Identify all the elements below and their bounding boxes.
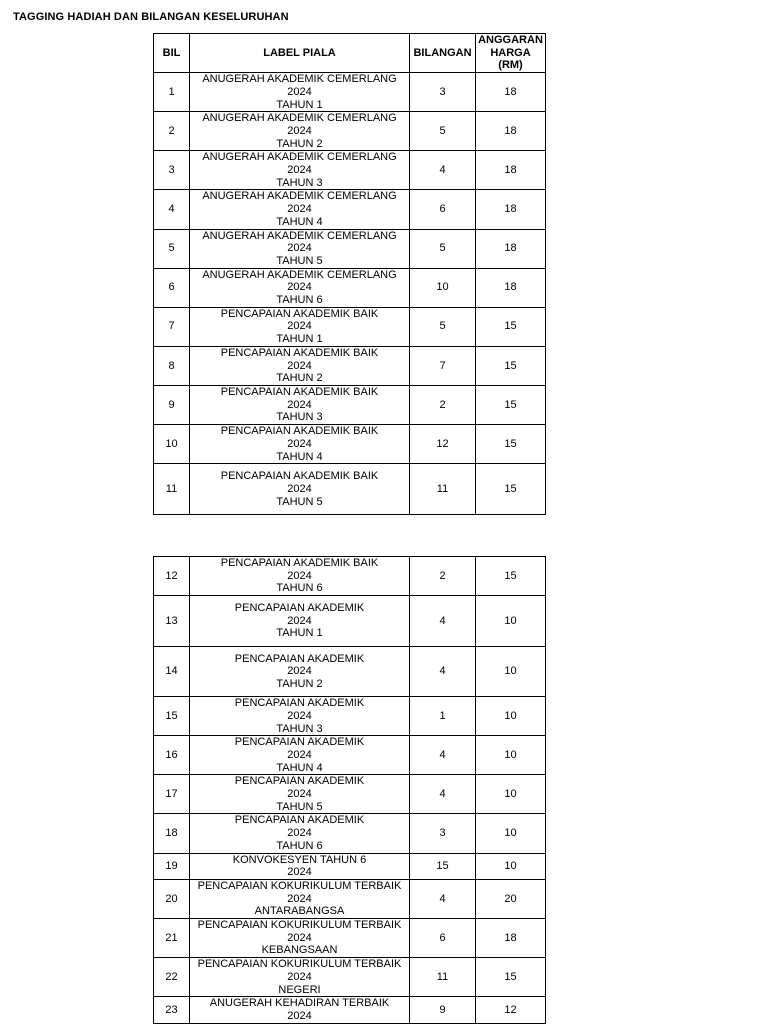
label-line: TAHUN 3 (276, 411, 323, 424)
table-row (154, 307, 546, 346)
header-price-line: HARGA (490, 46, 531, 59)
cell-bilangan: 3 (410, 73, 476, 112)
cell-label-piala (190, 464, 410, 515)
cell-label-piala (190, 557, 410, 596)
label-line: TAHUN 2 (276, 677, 323, 690)
cell-bil: 7 (154, 307, 190, 346)
label-line: TAHUN 6 (276, 582, 323, 595)
cell-label-piala (190, 997, 410, 1023)
cell-label-piala (190, 425, 410, 464)
cell-bil: 1 (154, 73, 190, 112)
label-line: PENCAPAIAN AKADEMIK BAIK (220, 385, 379, 398)
label-line: 2024 (287, 709, 312, 722)
label-line: TAHUN 4 (276, 761, 323, 774)
cell-bilangan: 4 (410, 596, 476, 647)
label-line: ANUGERAH KEHADIRAN TERBAIK (209, 997, 390, 1010)
cell-anggaran-harga: 10 (476, 647, 546, 697)
cell-bil: 19 (154, 853, 190, 879)
label-line: KEBANGSAAN (261, 944, 338, 957)
cell-anggaran-harga: 10 (476, 853, 546, 879)
cell-bilangan: 5 (410, 229, 476, 268)
cell-bil: 8 (154, 346, 190, 385)
cell-bilangan: 6 (410, 190, 476, 229)
label-line: ANTARABANGSA (254, 905, 345, 918)
label-line: 2024 (287, 665, 312, 678)
cell-bil: 12 (154, 557, 190, 596)
label-line: 2024 (287, 1009, 312, 1022)
label-line: PENCAPAIAN KOKURIKULUM TERBAIK (197, 879, 402, 892)
label-line: TAHUN 4 (276, 450, 323, 463)
cell-anggaran-harga: 15 (476, 425, 546, 464)
table-row (154, 647, 546, 697)
cell-label-piala (190, 385, 410, 424)
label-line: TAHUN 2 (276, 137, 323, 150)
cell-bil: 16 (154, 736, 190, 775)
cell-label-piala (190, 151, 410, 190)
cell-anggaran-harga: 18 (476, 229, 546, 268)
trophy-table-part-1 (153, 33, 546, 515)
label-line: 2024 (287, 748, 312, 761)
cell-label-piala (190, 814, 410, 853)
label-line: 2024 (287, 827, 312, 840)
cell-label-piala (190, 736, 410, 775)
cell-bilangan: 4 (410, 879, 476, 918)
label-line: ANUGERAH AKADEMIK CEMERLANG (202, 268, 397, 281)
label-line: PENCAPAIAN AKADEMIK BAIK (220, 470, 379, 483)
cell-bilangan: 1 (410, 697, 476, 736)
label-line: PENCAPAIAN AKADEMIK BAIK (220, 557, 379, 569)
cell-bilangan: 9 (410, 997, 476, 1023)
label-line: 2024 (287, 164, 312, 177)
cell-label-piala (190, 647, 410, 697)
label-line: TAHUN 3 (276, 722, 323, 735)
label-line: TAHUN 2 (276, 372, 323, 385)
label-line: 2024 (287, 85, 312, 98)
cell-bilangan: 11 (410, 464, 476, 515)
label-line: 2024 (287, 788, 312, 801)
cell-label-piala (190, 112, 410, 151)
cell-bil: 15 (154, 697, 190, 736)
label-line: TAHUN 5 (276, 495, 323, 508)
cell-label-piala (190, 596, 410, 647)
table-row (154, 814, 546, 853)
cell-anggaran-harga: 15 (476, 464, 546, 515)
table-row (154, 190, 546, 229)
cell-bil: 13 (154, 596, 190, 647)
cell-anggaran-harga: 18 (476, 919, 546, 958)
label-line: 2024 (287, 242, 312, 255)
table-row (154, 697, 546, 736)
label-line: 2024 (287, 320, 312, 333)
table-row (154, 268, 546, 307)
table-row (154, 919, 546, 958)
label-line: TAHUN 6 (276, 294, 323, 307)
label-line: 2024 (287, 281, 312, 294)
cell-anggaran-harga: 10 (476, 736, 546, 775)
label-line: PENCAPAIAN AKADEMIK (234, 775, 365, 788)
cell-anggaran-harga: 15 (476, 557, 546, 596)
cell-anggaran-harga: 18 (476, 268, 546, 307)
cell-label-piala (190, 346, 410, 385)
label-line: PENCAPAIAN AKADEMIK (234, 602, 365, 615)
cell-label-piala (190, 73, 410, 112)
label-line: PENCAPAIAN AKADEMIK BAIK (220, 425, 379, 438)
label-line: TAHUN 1 (276, 627, 323, 640)
cell-anggaran-harga: 10 (476, 814, 546, 853)
cell-bil: 18 (154, 814, 190, 853)
cell-anggaran-harga: 18 (476, 151, 546, 190)
cell-anggaran-harga: 18 (476, 190, 546, 229)
table-row (154, 997, 546, 1023)
table-row (154, 151, 546, 190)
cell-anggaran-harga: 15 (476, 958, 546, 997)
cell-bilangan: 11 (410, 958, 476, 997)
table-row (154, 229, 546, 268)
cell-bilangan: 4 (410, 775, 476, 814)
label-line: 2024 (287, 359, 312, 372)
label-line: 2024 (287, 203, 312, 216)
table-row (154, 775, 546, 814)
label-line: 2024 (287, 124, 312, 137)
cell-label-piala (190, 268, 410, 307)
cell-bilangan: 10 (410, 268, 476, 307)
cell-label-piala (190, 958, 410, 997)
header-bilangan: BILANGAN (410, 34, 476, 73)
cell-bil: 11 (154, 464, 190, 515)
label-line: 2024 (287, 866, 312, 879)
label-line: 2024 (287, 970, 312, 983)
label-line: NEGERI (278, 983, 321, 996)
label-line: PENCAPAIAN AKADEMIK (234, 736, 365, 749)
table-header-row (154, 34, 546, 73)
cell-label-piala (190, 307, 410, 346)
label-line: 2024 (287, 482, 312, 495)
table-row (154, 557, 546, 596)
cell-label-piala (190, 190, 410, 229)
label-line: TAHUN 6 (276, 839, 323, 852)
cell-bilangan: 4 (410, 736, 476, 775)
label-line: TAHUN 5 (276, 800, 323, 813)
label-line: ANUGERAH AKADEMIK CEMERLANG (202, 112, 397, 125)
label-line: PENCAPAIAN AKADEMIK (234, 652, 365, 665)
trophy-table-part-2 (153, 556, 546, 1024)
cell-label-piala (190, 919, 410, 958)
header-price-line: ANGGARAN (478, 34, 543, 46)
cell-bil: 17 (154, 775, 190, 814)
cell-label-piala (190, 879, 410, 918)
label-line: 2024 (287, 569, 312, 582)
cell-anggaran-harga: 18 (476, 112, 546, 151)
table-row (154, 736, 546, 775)
header-anggaran-harga (476, 34, 546, 73)
cell-bilangan: 2 (410, 385, 476, 424)
cell-bilangan: 15 (410, 853, 476, 879)
cell-bilangan: 7 (410, 346, 476, 385)
cell-anggaran-harga: 15 (476, 307, 546, 346)
cell-bil: 3 (154, 151, 190, 190)
cell-bil: 4 (154, 190, 190, 229)
header-price-line: (RM) (498, 59, 523, 72)
label-line: 2024 (287, 398, 312, 411)
cell-bilangan: 5 (410, 307, 476, 346)
label-line: ANUGERAH AKADEMIK CEMERLANG (202, 151, 397, 164)
table-row (154, 958, 546, 997)
table-row (154, 346, 546, 385)
cell-anggaran-harga: 20 (476, 879, 546, 918)
label-line: 2024 (287, 892, 312, 905)
cell-bil: 6 (154, 268, 190, 307)
cell-label-piala (190, 697, 410, 736)
cell-bilangan: 4 (410, 647, 476, 697)
cell-label-piala (190, 853, 410, 879)
label-line: PENCAPAIAN AKADEMIK BAIK (220, 346, 379, 359)
label-line: TAHUN 5 (276, 254, 323, 267)
cell-anggaran-harga: 18 (476, 73, 546, 112)
label-line: KONVOKESYEN TAHUN 6 (232, 853, 367, 866)
cell-bilangan: 3 (410, 814, 476, 853)
table-row (154, 853, 546, 879)
cell-bilangan: 2 (410, 557, 476, 596)
cell-label-piala (190, 229, 410, 268)
cell-anggaran-harga: 10 (476, 775, 546, 814)
cell-bil: 9 (154, 385, 190, 424)
cell-bil: 14 (154, 647, 190, 697)
cell-anggaran-harga: 10 (476, 596, 546, 647)
page-title: TAGGING HADIAH DAN BILANGAN KESELURUHAN (13, 11, 289, 23)
cell-bil: 2 (154, 112, 190, 151)
cell-bil: 20 (154, 879, 190, 918)
label-line: 2024 (287, 614, 312, 627)
header-label-piala: LABEL PIALA (190, 34, 410, 73)
label-line: ANUGERAH AKADEMIK CEMERLANG (202, 229, 397, 242)
label-line: PENCAPAIAN KOKURIKULUM TERBAIK (197, 919, 402, 932)
table-row (154, 879, 546, 918)
label-line: ANUGERAH AKADEMIK CEMERLANG (202, 73, 397, 86)
cell-anggaran-harga: 12 (476, 997, 546, 1023)
table-row (154, 464, 546, 515)
label-line: PENCAPAIAN KOKURIKULUM TERBAIK (197, 958, 402, 971)
label-line: TAHUN 3 (276, 176, 323, 189)
cell-bil: 23 (154, 997, 190, 1023)
table-row (154, 112, 546, 151)
cell-label-piala (190, 775, 410, 814)
cell-bilangan: 12 (410, 425, 476, 464)
label-line: PENCAPAIAN AKADEMIK (234, 814, 365, 827)
label-line: PENCAPAIAN AKADEMIK BAIK (220, 307, 379, 320)
cell-bil: 22 (154, 958, 190, 997)
cell-bil: 10 (154, 425, 190, 464)
cell-anggaran-harga: 10 (476, 697, 546, 736)
cell-anggaran-harga: 15 (476, 385, 546, 424)
label-line: PENCAPAIAN AKADEMIK (234, 697, 365, 710)
label-line: 2024 (287, 931, 312, 944)
table-row (154, 425, 546, 464)
label-line: 2024 (287, 437, 312, 450)
label-line: TAHUN 4 (276, 215, 323, 228)
table-row (154, 596, 546, 647)
cell-bil: 21 (154, 919, 190, 958)
cell-anggaran-harga: 15 (476, 346, 546, 385)
label-line: TAHUN 1 (276, 98, 323, 111)
cell-bilangan: 5 (410, 112, 476, 151)
header-bil: BIL (154, 34, 190, 73)
table-row (154, 73, 546, 112)
label-line: TAHUN 1 (276, 333, 323, 346)
cell-bilangan: 6 (410, 919, 476, 958)
label-line: ANUGERAH AKADEMIK CEMERLANG (202, 190, 397, 203)
cell-bilangan: 4 (410, 151, 476, 190)
table-row (154, 385, 546, 424)
cell-bil: 5 (154, 229, 190, 268)
